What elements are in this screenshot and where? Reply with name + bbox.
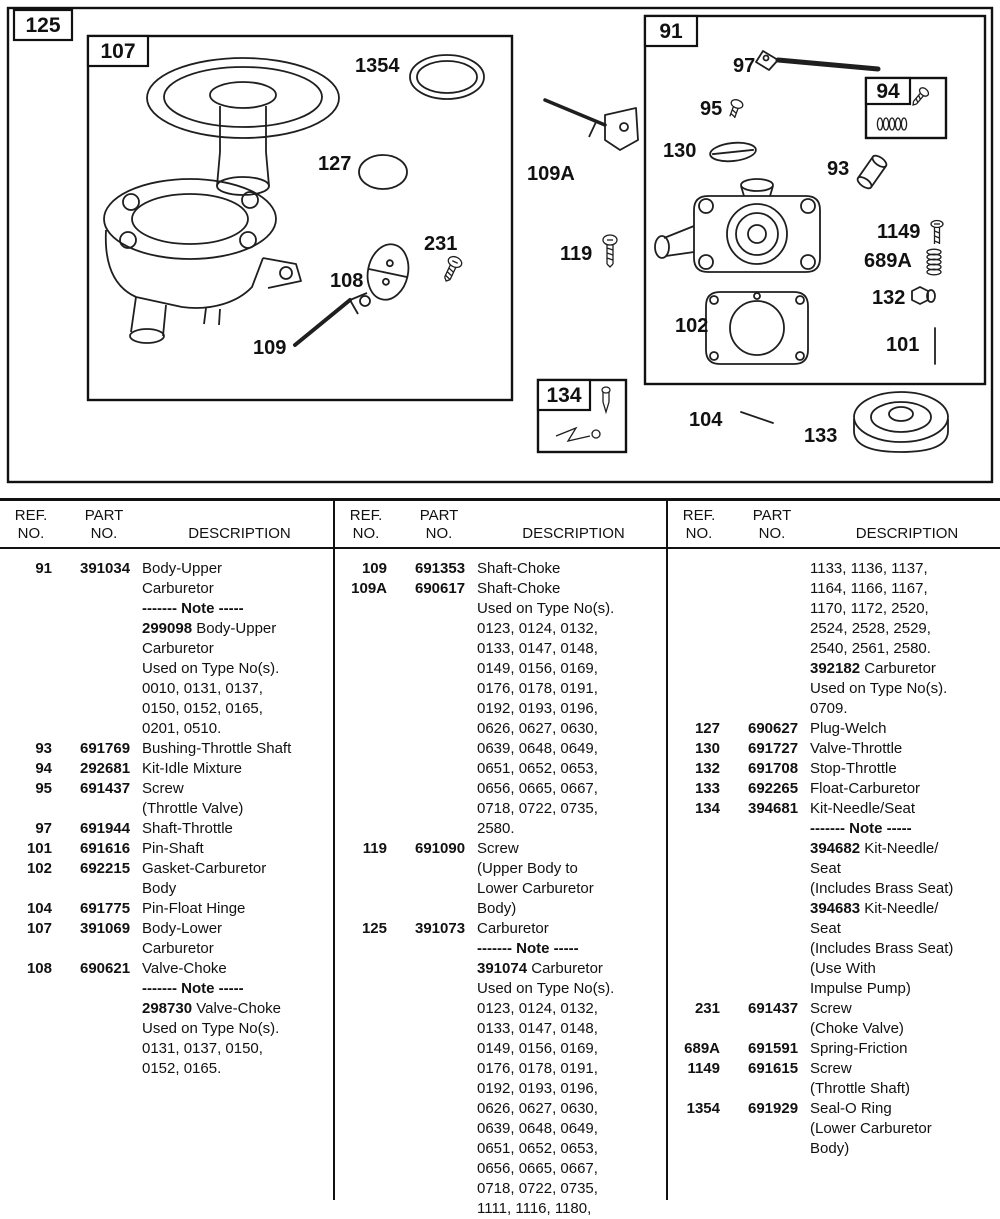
part-entry — [668, 1099, 1000, 1159]
part-entry — [668, 739, 1000, 759]
part-no-cell: 690617 — [415, 580, 466, 597]
part-entry — [0, 859, 333, 899]
callout-130: 130 — [663, 140, 697, 162]
description-cell: Valve-Throttle — [810, 740, 903, 757]
description-cell: Pin-Shaft — [142, 840, 204, 857]
description-cell: Plug-Welch — [810, 720, 887, 737]
ref-no-cell — [668, 559, 724, 719]
part-no-cell: 691437 — [80, 780, 131, 797]
ref-no-cell: 97 — [35, 820, 52, 837]
ref-no-cell: 94 — [35, 760, 52, 777]
part-no-cell: 691769 — [80, 740, 131, 757]
part-no-cell: 391073 — [415, 920, 466, 937]
part-no-cell: 391034 — [80, 560, 131, 577]
ref-no-cell: 1354 — [686, 1100, 720, 1117]
part-no-cell: 691090 — [415, 840, 466, 857]
description-cell: 1133, 1136, 1137, 1164, 1166, 1167, 1170, 1172, 2520, 2524, 2528, 2529, 2540, 2561, 2580. 392182 Carburetor Used on Type No(s). 0709. — [810, 560, 948, 717]
parts-column-2 — [333, 501, 666, 1217]
ref-no-cell: 119 — [362, 840, 387, 857]
parts-entries — [335, 549, 666, 1219]
parts-entries — [668, 549, 1000, 1200]
part-no-header: PART NO. — [84, 507, 124, 542]
box-label-107: 107 — [100, 40, 136, 63]
description-header: DESCRIPTION — [855, 525, 959, 542]
callout-101: 101 — [886, 334, 920, 356]
callout-119: 119 — [560, 243, 593, 265]
ref-no-cell: 1149 — [687, 1060, 720, 1077]
callout-95: 95 — [700, 98, 723, 120]
description-cell: Body-Lower Carburetor — [142, 920, 223, 957]
part-entry — [0, 819, 333, 839]
part-no-cell: 692265 — [748, 780, 799, 797]
description-cell: Shaft-Throttle — [142, 820, 233, 837]
ref-no-cell: 689A — [684, 1040, 720, 1057]
callout-97: 97 — [733, 55, 756, 77]
part-no-cell: 691615 — [748, 1060, 799, 1077]
part-entry — [0, 919, 333, 959]
ref-no-cell: 108 — [26, 960, 52, 977]
callout-132: 132 — [872, 287, 906, 309]
callout-1354: 1354 — [355, 55, 400, 77]
column-header — [0, 501, 333, 549]
part-no-header: PART NO. — [752, 507, 792, 542]
callout-104: 104 — [689, 409, 723, 431]
part-entry — [668, 759, 1000, 779]
part-entry — [668, 719, 1000, 739]
box-label-91: 91 — [659, 20, 683, 43]
description-cell: Shaft-Choke Used on Type No(s). 0123, 0124, 0132, 0133, 0147, 0148, 0149, 0156, 0169, 0176, 0178, 0191, 0192, 0193, 0196, 0626, 0627, 0630, 0639, 0648, 0649, 0651, 0652, 0653, 0656, 0665, 0667, 0718, 0722, 0735, 2580. — [477, 580, 615, 837]
part-no-cell: 691616 — [80, 840, 131, 857]
description-cell: Pin-Float Hinge — [142, 900, 246, 917]
part-entry — [668, 1059, 1000, 1099]
callout-127: 127 — [318, 153, 352, 175]
description-cell: Spring-Friction — [810, 1040, 908, 1057]
description-cell: Valve-Choke ------- Note ----- 298730 Valve-Choke Used on Type No(s). 0131, 0137, 0150, 0152, 0165. — [142, 960, 281, 1077]
part-entry — [0, 839, 333, 859]
description-cell: Stop-Throttle — [810, 760, 897, 777]
callout-108: 108 — [330, 270, 364, 292]
part-no-cell: 691591 — [748, 1040, 799, 1057]
ref-no-cell: 109 — [361, 560, 387, 577]
callout-109: 109 — [253, 337, 287, 359]
description-cell: Body-Upper Carburetor ------- Note ----- 299098 Body-Upper Carburetor Used on Type No(s). 0010, 0131, 0137, 0150, 0152, 0165, 0201, 0510. — [142, 560, 280, 737]
description-header: DESCRIPTION — [188, 525, 291, 542]
parts-entries — [0, 549, 333, 1200]
part-no-cell: 692215 — [80, 860, 131, 877]
part-entry — [0, 899, 333, 919]
description-cell: Screw (Choke Valve) — [810, 1000, 904, 1037]
description-cell: Shaft-Choke — [477, 560, 561, 577]
ref-no-cell: 91 — [35, 560, 52, 577]
part-no-cell: 691353 — [415, 560, 466, 577]
description-cell: Gasket-Carburetor Body — [142, 860, 267, 897]
callout-689A: 689A — [864, 250, 912, 272]
column-header — [335, 501, 666, 549]
ref-no-header: REF. NO. — [682, 507, 716, 542]
group-frame-107 — [88, 36, 512, 400]
description-header: DESCRIPTION — [522, 525, 625, 542]
parts-column-1 — [0, 501, 333, 1200]
parts-table — [0, 498, 1000, 1217]
part-entry — [0, 559, 333, 739]
part-entry — [335, 839, 666, 919]
description-cell: Bushing-Throttle Shaft — [142, 740, 292, 757]
callout-102: 102 — [675, 315, 709, 337]
part-entry — [668, 1039, 1000, 1059]
ref-no-cell: 95 — [35, 780, 52, 797]
part-no-cell: 690621 — [80, 960, 131, 977]
part-no-cell: 691929 — [748, 1100, 799, 1117]
ref-no-header: REF. NO. — [349, 507, 383, 542]
callout-93: 93 — [827, 158, 850, 180]
part-no-cell: 691944 — [80, 820, 131, 837]
part-no-cell: 391069 — [80, 920, 131, 937]
ref-no-cell: 101 — [26, 840, 52, 857]
description-cell: Screw (Throttle Shaft) — [810, 1060, 911, 1097]
part-entry — [0, 959, 333, 1079]
part-no-cell: 691437 — [748, 1000, 799, 1017]
part-entry — [668, 779, 1000, 799]
part-no-cell: 691708 — [748, 760, 799, 777]
callout-109A: 109A — [527, 163, 575, 185]
ref-no-cell: 104 — [26, 900, 52, 917]
description-cell: Screw (Upper Body to Lower Carburetor Body) — [477, 840, 594, 917]
callout-133: 133 — [804, 425, 838, 447]
column-header — [668, 501, 1000, 549]
box-label-94: 94 — [876, 80, 900, 103]
part-no-cell — [724, 559, 810, 719]
ref-no-cell: 130 — [694, 740, 720, 757]
part-no-cell: 394681 — [748, 800, 799, 817]
parts-column-3 — [666, 501, 1000, 1200]
box-label-134: 134 — [546, 384, 582, 407]
part-no-header: PART NO. — [419, 507, 459, 542]
description-cell: Seal-O Ring (Lower Carburetor Body) — [810, 1100, 932, 1157]
ref-no-cell: 125 — [361, 920, 387, 937]
part-entry — [668, 559, 1000, 719]
description-cell: Kit-Idle Mixture — [142, 760, 243, 777]
ref-no-cell: 107 — [26, 920, 52, 937]
callout-231: 231 — [424, 233, 458, 255]
part-entry — [668, 799, 1000, 999]
ref-no-cell: 133 — [694, 780, 720, 797]
exploded-parts-diagram — [0, 0, 1000, 492]
description-cell: Carburetor ------- Note ----- 391074 Carburetor Used on Type No(s). 0123, 0124, 0132, 0133, 0147, 0148, 0149, 0156, 0169, 0176, 0178, 0191, 0192, 0193, 0196, 0626, 0627, 0630, 0639, 0648, 0649, 0651, 0652, 0653, 0656, 0665, 0667, 0718, 0722, 0735, 1111, 1116, 1180, — [477, 920, 615, 1217]
ref-no-cell: 102 — [26, 860, 52, 877]
ref-no-cell: 132 — [694, 760, 720, 777]
description-cell: Kit-Needle/Seat ------- Note ----- 394682 Kit-Needle/ Seat (Includes Brass Seat) 394683 Kit-Needle/ Seat (Includes Brass Seat) (Use With Impulse Pump) — [810, 800, 954, 997]
ref-no-cell: 134 — [694, 800, 720, 817]
part-entry — [335, 919, 666, 1219]
part-entry — [335, 579, 666, 839]
box-label-125: 125 — [25, 14, 61, 37]
part-entry — [0, 779, 333, 819]
part-no-cell: 691775 — [80, 900, 131, 917]
part-no-cell: 292681 — [80, 760, 131, 777]
part-entry — [335, 559, 666, 579]
part-no-cell: 691727 — [748, 740, 799, 757]
ref-no-cell: 231 — [694, 1000, 720, 1017]
part-entry — [0, 759, 333, 779]
part-entry — [0, 739, 333, 759]
description-cell: Float-Carburetor — [810, 780, 921, 797]
ref-no-header: REF. NO. — [14, 507, 48, 542]
ref-no-cell: 109A — [351, 580, 387, 597]
ref-no-cell: 127 — [694, 720, 720, 737]
description-cell: Screw (Throttle Valve) — [142, 780, 244, 817]
ref-no-cell: 93 — [35, 740, 52, 757]
part-entry — [668, 999, 1000, 1039]
part-no-cell: 690627 — [748, 720, 799, 737]
callout-1149: 1149 — [877, 221, 921, 243]
